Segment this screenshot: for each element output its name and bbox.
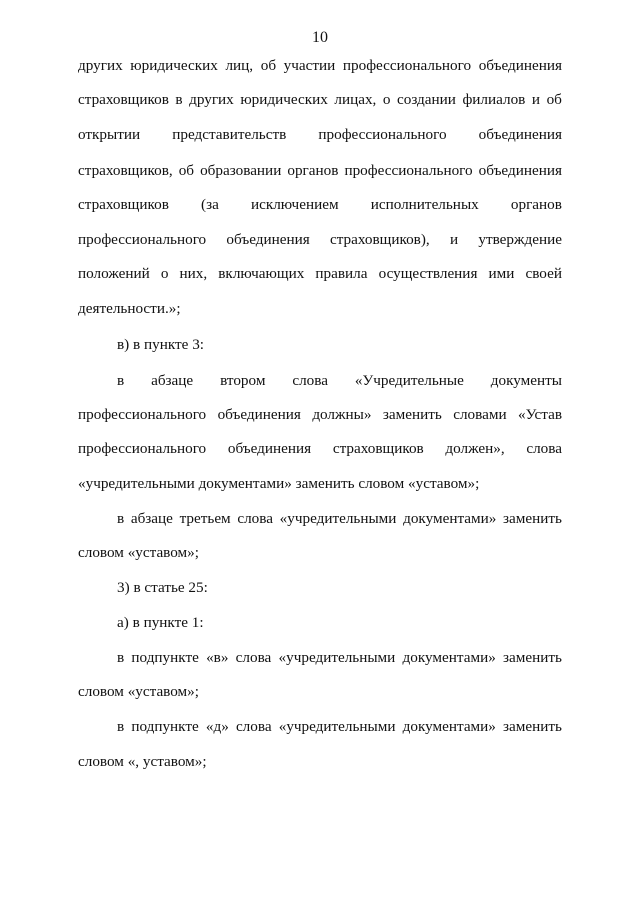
- text-line: в) в пункте 3:: [117, 336, 205, 353]
- word: абзаце: [130, 510, 173, 527]
- word: «в»: [206, 649, 229, 666]
- word: «Учредительные: [354, 372, 464, 389]
- word: объединения: [217, 406, 301, 423]
- word: образовании: [200, 162, 282, 179]
- word: втором: [220, 372, 266, 389]
- word: включающих: [218, 265, 305, 282]
- word: страховщиков: [332, 440, 424, 457]
- word: документами»: [402, 649, 496, 666]
- word: других: [189, 91, 234, 108]
- word: юридических: [130, 57, 218, 74]
- word: создании: [397, 91, 456, 108]
- word: заменить: [503, 510, 562, 527]
- word: в: [117, 718, 125, 735]
- word: «Устав: [518, 406, 562, 423]
- word: (за: [201, 196, 219, 213]
- word: исключением: [250, 196, 339, 213]
- text-line: [78, 161, 562, 181]
- text-line: словом «уставом»;: [78, 683, 199, 700]
- text-line: [78, 56, 562, 76]
- word: исполнительных: [370, 196, 479, 213]
- word: в: [117, 510, 125, 527]
- word: объединения: [226, 231, 310, 248]
- text-line: словом «уставом»;: [78, 544, 199, 561]
- text-line: деятельности.»;: [78, 300, 181, 317]
- word: юридических: [240, 91, 328, 108]
- word: в: [175, 91, 183, 108]
- word: страховщиков: [78, 196, 169, 213]
- word: слова: [237, 510, 273, 527]
- word: «учредительными: [278, 649, 396, 666]
- word: профессионального: [342, 57, 472, 74]
- word: слова: [292, 372, 328, 389]
- word: страховщиков,: [78, 162, 173, 179]
- word: о: [382, 91, 391, 108]
- word: ими: [488, 265, 515, 282]
- word: должен»,: [445, 440, 505, 457]
- word: профессионального: [318, 126, 447, 143]
- text-line: [78, 90, 562, 110]
- word: них,: [179, 265, 208, 282]
- word: утверждение: [478, 231, 562, 248]
- text-line: [78, 439, 562, 459]
- word: филиалов: [462, 91, 526, 108]
- text-line: [78, 195, 562, 215]
- word: документами»: [403, 510, 497, 527]
- word: документы: [490, 372, 562, 389]
- text-line: «учредительными документами» заменить словом «уставом»;: [78, 475, 480, 492]
- word: заменить: [503, 649, 562, 666]
- text-line: [117, 648, 562, 668]
- word: абзаце: [151, 372, 194, 389]
- text-line: а) в пункте 1:: [117, 614, 204, 631]
- word: органов: [287, 162, 339, 179]
- word: профессионального: [78, 406, 207, 423]
- word: органов: [510, 196, 562, 213]
- word: объединения: [227, 440, 312, 457]
- word: слова: [235, 649, 272, 666]
- word: документами»: [402, 718, 496, 735]
- word: лиц,: [225, 57, 254, 74]
- word: представительств: [172, 126, 287, 143]
- word: словами: [453, 406, 507, 423]
- word: правила: [315, 265, 368, 282]
- text-line: [78, 264, 562, 284]
- word: и: [449, 231, 459, 248]
- word: об: [178, 162, 195, 179]
- word: других: [78, 57, 123, 74]
- text-line: [78, 125, 562, 145]
- word: должны»: [312, 406, 372, 423]
- text-line: [78, 230, 562, 250]
- text-line: [78, 405, 562, 425]
- word: объединения: [478, 162, 562, 179]
- word: участии: [283, 57, 336, 74]
- word: и: [531, 91, 541, 108]
- word: заменить: [382, 406, 442, 423]
- word: профессионального: [78, 440, 207, 457]
- word: в: [117, 372, 125, 389]
- word: открытии: [78, 126, 141, 143]
- word: страховщиков),: [329, 231, 430, 248]
- text-line: 3) в статье 25:: [117, 579, 208, 596]
- word: «учредительными: [279, 510, 397, 527]
- word: подпункте: [131, 649, 199, 666]
- word: осуществления: [378, 265, 478, 282]
- word: положений: [78, 265, 150, 282]
- word: профессионального: [344, 162, 473, 179]
- word: объединения: [478, 57, 562, 74]
- word: о: [160, 265, 169, 282]
- word: страховщиков: [78, 91, 169, 108]
- word: третьем: [179, 510, 231, 527]
- word: в: [117, 649, 125, 666]
- word: своей: [525, 265, 562, 282]
- text-line: [117, 371, 562, 391]
- word: «учредительными: [278, 718, 396, 735]
- word: заменить: [503, 718, 562, 735]
- text-line: [117, 509, 562, 529]
- word: объединения: [478, 126, 562, 143]
- word: об: [546, 91, 562, 108]
- word: профессионального: [78, 231, 207, 248]
- text-line: словом «, уставом»;: [78, 753, 207, 770]
- word: «д»: [205, 718, 229, 735]
- page-number: 10: [312, 29, 328, 46]
- word: об: [260, 57, 277, 74]
- word: лицах,: [334, 91, 377, 108]
- word: слова: [526, 440, 562, 457]
- word: слова: [235, 718, 272, 735]
- word: подпункте: [131, 718, 199, 735]
- text-line: [117, 717, 562, 737]
